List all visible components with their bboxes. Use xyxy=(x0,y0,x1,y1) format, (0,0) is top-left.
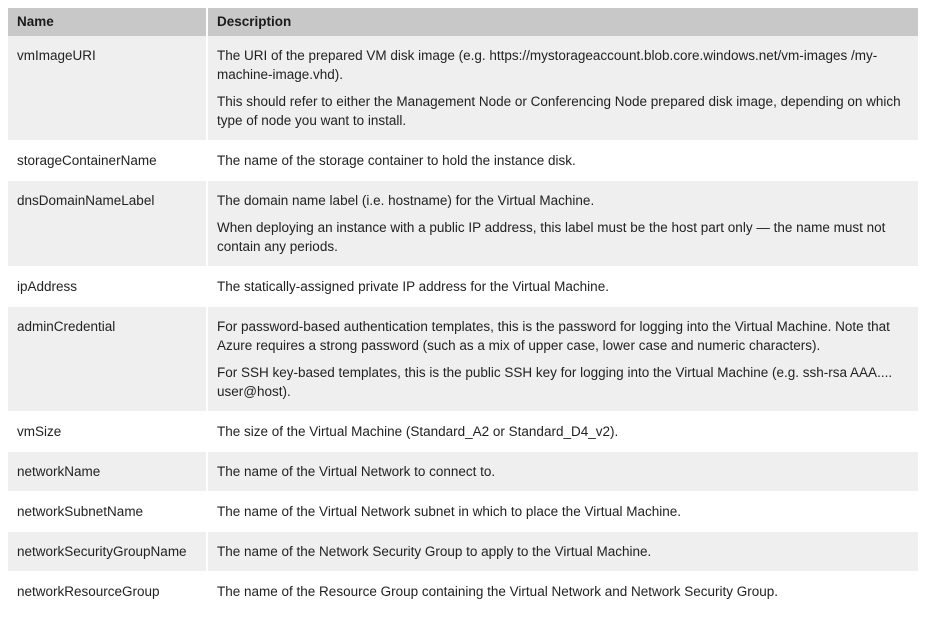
param-name: networkName xyxy=(8,452,208,491)
table-row xyxy=(8,181,918,267)
table-row xyxy=(8,412,918,452)
table-row xyxy=(8,141,918,181)
description-paragraph: The name of the Virtual Network subnet in which to place the Virtual Machine. xyxy=(217,504,682,519)
description-paragraph: The size of the Virtual Machine (Standard_A2 or Standard_D4_v2). xyxy=(217,424,619,439)
description-paragraph: When deploying an instance with a public IP address, this label must be the host part only — the name must not contain any periods. xyxy=(217,220,886,254)
description-paragraph: The name of the Resource Group containing the Virtual Network and Network Security Group. xyxy=(217,584,779,599)
table-row xyxy=(8,36,918,141)
param-description xyxy=(208,307,918,411)
table-row xyxy=(8,452,918,492)
param-description xyxy=(208,492,918,531)
table-header xyxy=(8,8,918,36)
param-description xyxy=(208,36,918,140)
table-row xyxy=(8,532,918,572)
description-paragraph: The URI of the prepared VM disk image (e.g. https://mystorageaccount.blob.core.windows.net/vm-images /my-machine-image.vhd). xyxy=(217,48,878,82)
param-description xyxy=(208,181,918,266)
table-row xyxy=(8,572,918,612)
parameters-table xyxy=(8,8,918,612)
table-row xyxy=(8,492,918,532)
header-description: Description xyxy=(217,14,292,29)
description-paragraph: The domain name label (i.e. hostname) for the Virtual Machine. xyxy=(217,193,595,208)
param-description xyxy=(208,452,918,491)
description-paragraph: For SSH key-based templates, this is the public SSH key for logging into the Virtual Machine (e.g. ssh-rsa AAA.... user@host). xyxy=(217,365,893,399)
param-name: dnsDomainNameLabel xyxy=(8,181,208,266)
param-description xyxy=(208,267,918,306)
description-paragraph: This should refer to either the Management Node or Conferencing Node prepared disk image, depending on which type of node you want to install. xyxy=(217,94,901,128)
table-row xyxy=(8,267,918,307)
description-paragraph: For password-based authentication templates, this is the password for logging into the Virtual Machine. Note that Azure requires a strong password (such as a mix of upper case, lower case and numeric characters). xyxy=(217,319,890,353)
param-description xyxy=(208,572,918,611)
param-name: adminCredential xyxy=(8,307,208,411)
param-name: vmSize xyxy=(8,412,208,451)
param-description xyxy=(208,532,918,571)
header-name: Name xyxy=(8,8,208,36)
param-name: networkSecurityGroupName xyxy=(8,532,208,571)
param-name: ipAddress xyxy=(8,267,208,306)
param-description xyxy=(208,141,918,180)
param-name: storageContainerName xyxy=(8,141,208,180)
param-name: networkResourceGroup xyxy=(8,572,208,611)
description-paragraph: The name of the Network Security Group to apply to the Virtual Machine. xyxy=(217,544,652,559)
description-paragraph: The statically-assigned private IP address for the Virtual Machine. xyxy=(217,279,609,294)
param-name: vmImageURI xyxy=(8,36,208,140)
description-paragraph: The name of the Virtual Network to connect to. xyxy=(217,464,496,479)
param-description xyxy=(208,412,918,451)
table-row xyxy=(8,307,918,412)
description-paragraph: The name of the storage container to hold the instance disk. xyxy=(217,153,576,168)
param-name: networkSubnetName xyxy=(8,492,208,531)
